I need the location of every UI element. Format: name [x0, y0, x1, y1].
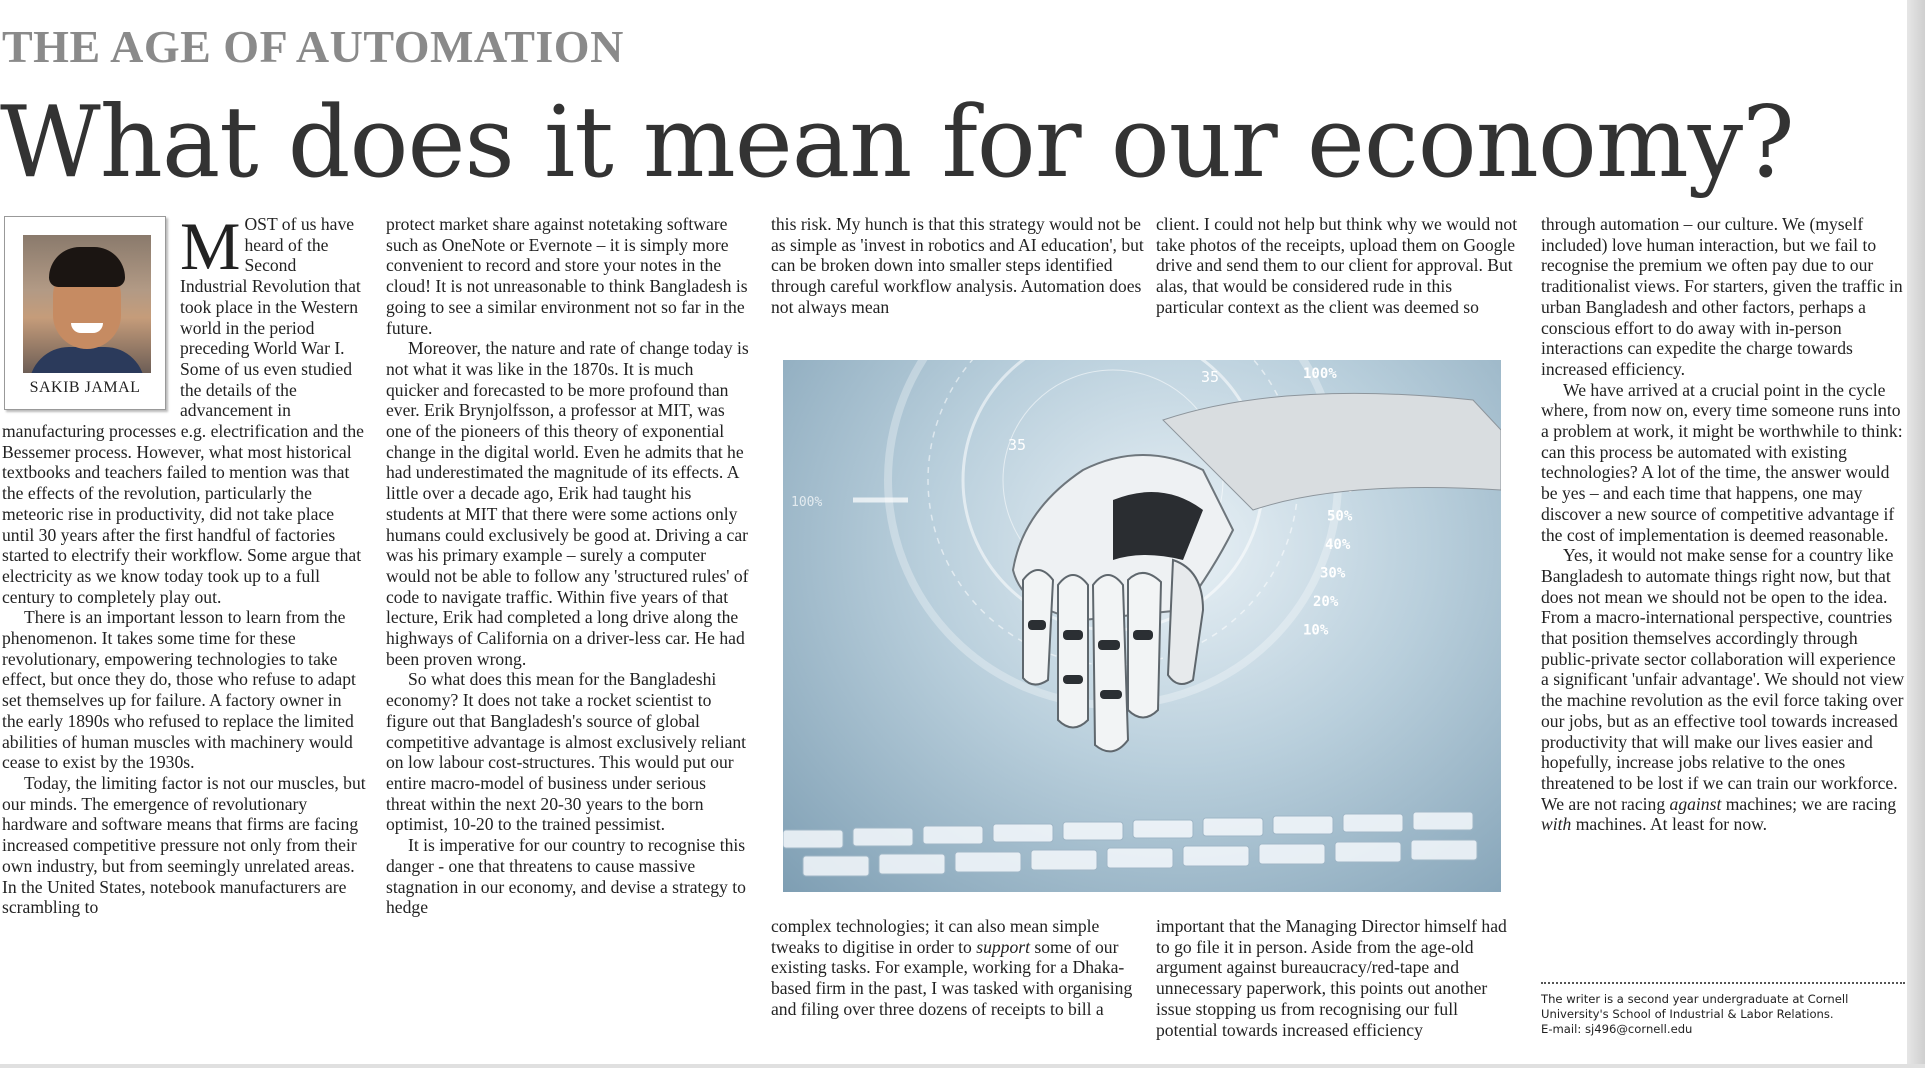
article-headline: What does it mean for our economy?: [0, 86, 1794, 200]
robot-hand-illustration: [783, 360, 1501, 892]
paragraph: So what does this mean for the Bangladeshi economy? It does not take a rocket scientist to figure out that Bangladesh's source of global competitive advantage is almost exclusively reliant on low labour cost-structures. This would put our entire macro-model of business under serious threat within the next 20-30 years to the born optimist, 10-20 to the trained pessimist.: [386, 669, 747, 835]
paragraph: Moreover, the nature and rate of change today is not what it was like in the 1870s. It is much quicker and forecasted to be more profound than ever. Erik Brynjolfsson, a professor at MIT, was one of the pioneers of this theory of exponential change in the digital world. Even he admits that he had underestimated the magnitude of its effects. A little over a decade ago, Erik had taught his students at MIT that there were some actions only humans could exclusively be good at. Driving a car was his primary example – surely a computer would not be able to follow any 'structured rules' of code to navigate traffic. Within five years of that lecture, Erik had completed a long drive along the highways of California on a driver-less car. He had been proven wrong.: [386, 338, 749, 669]
gauge-label: 10%: [1303, 622, 1329, 639]
gauge-label: 50%: [1327, 508, 1353, 525]
section-kicker: THE AGE OF AUTOMATION: [2, 21, 624, 72]
author-name: SAKIB JAMAL: [29, 379, 141, 397]
gauge-label: 100%: [1303, 366, 1337, 382]
bio-email: E-mail: sj496@cornell.edu: [1541, 1022, 1693, 1036]
article-column-1: [2, 208, 366, 918]
paragraph: Today, the limiting factor is not our muscles, but our minds. The emergence of revolutionary hardware and software means that firms are facing increased competitive pressure not only from their own industry, but from seemingly unrelated areas. In the United States, notebook manufacturers are scrambling to: [2, 772, 366, 918]
dial-label: 35: [1201, 368, 1220, 386]
gauge-label: 30%: [1320, 565, 1346, 582]
paragraph: protect market share against notetaking software such as OneNote or Evernote – it is simply more convenient to record and store your notes in the cloud! It is not unreasonable to think Bangladesh is going to see a similar environment not so far in the future.: [386, 214, 748, 338]
article-column-2: [386, 214, 750, 918]
paragraph: through automation – our culture. We (myself included) love human interaction, but we fail to recognise the premium we often pay due to our traditionalist views. For starters, given the traffic in urban Bangladesh and other factors, perhaps a conscious effort to do away with in-person interactions can expedite the charge towards increased efficiency.: [1541, 214, 1903, 379]
robot-hand-graphic: [783, 360, 1501, 892]
page-edge: [1907, 0, 1925, 1068]
bio-line: The writer is a second year undergraduate at Cornell: [1541, 992, 1849, 1006]
dial-label: 35: [1008, 436, 1027, 454]
article-column-5: [1541, 214, 1905, 835]
article-column-3-bottom: [771, 916, 1149, 1020]
author-photo: [23, 235, 151, 373]
paragraph: There is an important lesson to learn from the phenomenon. It takes some time for these revolutionary, empowering technologies to take effect, but once they do, those who refuse to adapt set themselves up for failure. A factory owner in the early 1890s who refused to replace the limited abilities of human muscles with machinery would cease to exist by the 1930s.: [2, 607, 356, 773]
dial-label: 100%: [791, 495, 823, 510]
paragraph: OST of us have heard of the Second Industrial Revolution that took place in the Western world in the period preceding World War I. Some of us even studied the details of the advancement in manufacturing processes e.g. electrification and the Bessemer process. However, what most historical textbooks and teachers failed to mention was that the effects of the revolution, particularly the meteoric rise in productivity, did not take place until 30 years after the first handful of factories started to electrify their workflow. Some argue that electricity as we know today took up to a full century to completely play out.: [2, 214, 364, 607]
paragraph: We have arrived at a crucial point in the cycle where, from now on, every time someone runs into a problem at work, it might be worthwhile to think: can this process be automated with existing technologies? A lot of the time, the answer would be yes – and each time that happens, one may discover a new source of competitive advantage if the cost of implementation is deemed reasonable.: [1541, 379, 1903, 545]
article-column-4-top: [1156, 214, 1520, 318]
article-column-4-bottom: [1156, 916, 1520, 1040]
article-column-3-top: [771, 214, 1149, 318]
drop-cap: M: [180, 208, 241, 284]
gauge-label: 20%: [1313, 594, 1339, 610]
paragraph: this risk. My hunch is that this strategy would not be as simple as 'invest in robotics and AI education', but can be broken down into smaller steps identified through careful workflow analysis. Automation does not always mean: [771, 214, 1144, 317]
author-bio: [1541, 992, 1905, 1037]
bio-line: University's School of Industrial & Labor Relations.: [1541, 1007, 1834, 1021]
byline-box: [4, 216, 166, 410]
gauge-label: 40%: [1325, 537, 1351, 553]
paragraph: client. I could not help but think why we would not take photos of the receipts, upload them on Google drive and send them to our client for approval. But alas, that would be considered rude in this particular context as the client was deemed so: [1156, 214, 1518, 317]
paragraph: Yes, it would not make sense for a country like Bangladesh to automate things right now, but that does not mean we should not be open to the idea. From a macro-international perspective, countries that position themselves accordingly through public-private sector collaboration will experience a significant 'unfair advantage'. We should not view the machine revolution as the evil force taking over our jobs, but as an effective tool towards increased productivity that will make our lives easier and hopefully, increase jobs relative to the ones threatened to be lost if we can train our workforce. We are not racing against machines; we are racing with machines. At least for now.: [1541, 545, 1905, 835]
paragraph: It is imperative for our country to recognise this danger - one that threatens to cause massive stagnation in our economy, and devise a strategy to hedge: [386, 835, 746, 918]
paragraph: complex technologies; it can also mean simple tweaks to digitise in order to support some of our existing tasks. For example, working for a Dhaka-based firm in the past, I was tasked with organising and filing over three dozens of receipts to bill a: [771, 916, 1133, 1019]
bio-divider: [1541, 982, 1905, 984]
page-edge-bottom: [0, 1064, 1925, 1068]
paragraph: important that the Managing Director himself had to go file it in person. Aside from the age-old argument against bureaucracy/red-tape and unnecessary paperwork, this points out another issue stopping us from recognising our full potential towards increased efficiency: [1156, 916, 1507, 1040]
